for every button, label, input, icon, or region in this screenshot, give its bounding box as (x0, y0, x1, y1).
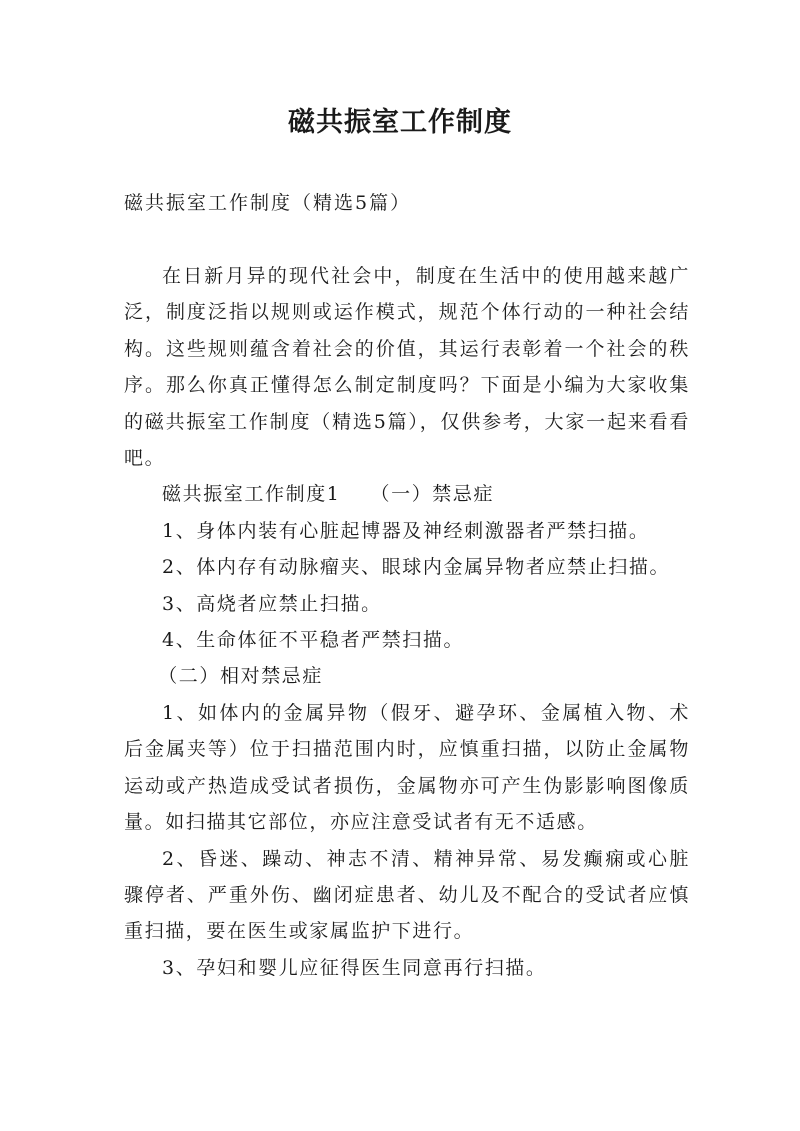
relative-contraindication-item: 1、如体内的金属异物（假牙、避孕环、金属植入物、术后金属夹等）位于扫描范围内时，应慎重扫描，以防止金属物运动或产热造成受试者损伤，金属物亦可产生伪影影响图像质量。如扫描其它部位，亦应注意受试者有无不适感。 (124, 701, 690, 834)
contraindication-item: 4、生命体征不平稳者严禁扫描。 (162, 629, 465, 652)
relative-contraindication-item: 3、孕妇和婴儿应征得医生同意再行扫描。 (162, 956, 547, 979)
contraindication-item: 1、身体内装有心脏起博器及神经刺激器者严禁扫描。 (162, 519, 650, 542)
intro-paragraph: 在日新月异的现代社会中，制度在生活中的使用越来越广泛，制度泛指以规则或运作模式，规范个体行动的一种社会结构。这些规则蕴含着社会的价值，其运行表彰着一个社会的秩序。那么你真正懂得怎么制定制度吗？下面是小编为大家收集的磁共振室工作制度（精选5篇），仅供参考，大家一起来看看吧。 (124, 265, 690, 470)
relative-contraindication-item: 2、昏迷、躁动、神志不清、精神异常、易发癫痫或心脏骤停者、严重外伤、幽闭症患者、幼儿及不配合的受试者应慎重扫描，要在医生或家属监护下进行。 (124, 847, 690, 943)
contraindication-item: 2、体内存有动脉瘤夹、眼球内金属异物者应禁止扫描。 (162, 556, 671, 579)
section-subheading: （一）禁忌症 (370, 483, 495, 506)
section-title: 磁共振室工作制度1 (162, 483, 341, 506)
contraindication-item: 3、高烧者应禁止扫描。 (162, 592, 382, 615)
relative-contraindication-heading: （二）相对禁忌症 (158, 665, 323, 688)
section-heading (124, 476, 690, 512)
document-body (124, 258, 690, 986)
document-title: 磁共振室工作制度 (288, 107, 512, 138)
document-subtitle: 磁共振室工作制度（精选5篇） (124, 192, 412, 214)
